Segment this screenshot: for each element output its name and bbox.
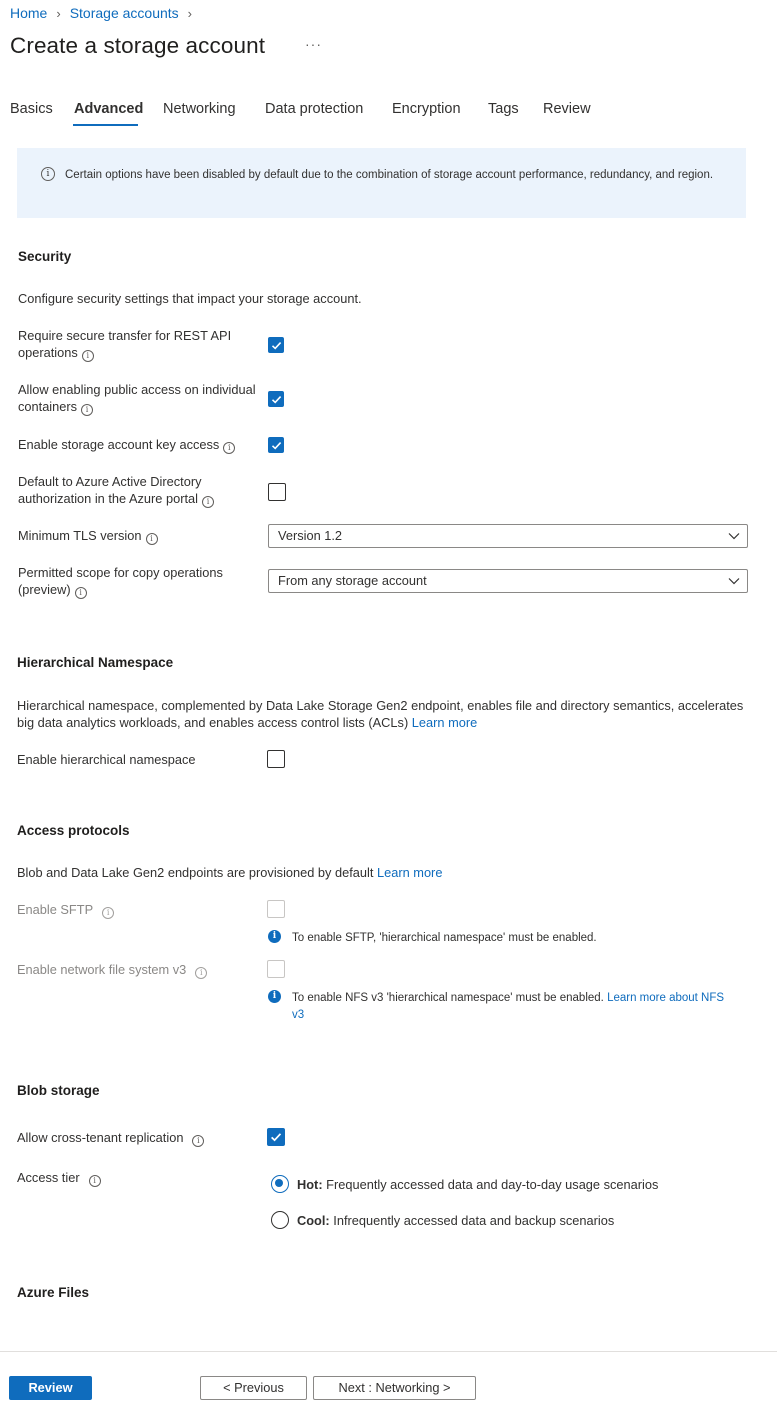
secure-transfer-checkbox[interactable]: [268, 337, 284, 353]
access-protocols-description-text: Blob and Data Lake Gen2 endpoints are provisioned by default: [17, 865, 374, 880]
secure-transfer-label-line1: Require secure transfer for REST API: [18, 328, 232, 343]
info-filled-icon: i: [268, 990, 281, 1003]
hns-enable-label: Enable hierarchical namespace: [17, 752, 196, 767]
access-tier-cool-radio[interactable]: [271, 1211, 289, 1229]
aad-default-label-line1: Default to Azure Active Directory: [18, 474, 202, 489]
info-banner: [17, 148, 746, 218]
tab-encryption[interactable]: Encryption: [392, 101, 461, 117]
cool-description: Infrequently accessed data and backup scenarios: [333, 1213, 615, 1228]
nfs-label-text: Enable network file system v3: [17, 962, 187, 977]
key-access-label-text: Enable storage account key access: [18, 437, 220, 452]
nfs-learn-more-link-v3[interactable]: v3: [292, 1008, 305, 1021]
cool-title: Cool:: [297, 1213, 330, 1228]
access-tier-hot-label[interactable]: [297, 1176, 658, 1193]
access-tier-cool-label[interactable]: [297, 1212, 614, 1229]
tls-version-value: Version 1.2: [278, 528, 343, 543]
info-icon[interactable]: i: [102, 907, 114, 919]
hns-enable-checkbox[interactable]: [267, 750, 285, 768]
info-icon[interactable]: i: [81, 404, 93, 416]
copy-scope-label-line2: (preview): [18, 582, 71, 597]
sftp-label-text: Enable SFTP: [17, 902, 94, 917]
info-icon[interactable]: i: [223, 442, 235, 454]
checkmark-icon: [271, 394, 282, 405]
hns-description: [17, 697, 747, 731]
tab-tags[interactable]: Tags: [488, 101, 519, 117]
cross-tenant-label-text: Allow cross-tenant replication: [17, 1130, 184, 1145]
info-filled-icon: i: [268, 930, 281, 943]
aad-default-checkbox[interactable]: [268, 483, 286, 501]
info-icon[interactable]: i: [192, 1135, 204, 1147]
hns-learn-more-link[interactable]: Learn more: [411, 715, 478, 730]
page-title: Create a storage account: [10, 33, 266, 58]
aad-default-label: [18, 473, 268, 508]
breadcrumb: [10, 5, 201, 21]
sftp-note: To enable SFTP, 'hierarchical namespace' must be enabled.: [292, 932, 597, 944]
more-options-icon[interactable]: ···: [305, 36, 322, 52]
review-button[interactable]: Review: [9, 1376, 92, 1400]
previous-button[interactable]: < Previous: [200, 1376, 307, 1400]
info-icon[interactable]: i: [89, 1175, 101, 1187]
tab-data-protection[interactable]: Data protection: [265, 101, 364, 117]
tab-advanced[interactable]: Advanced: [74, 101, 144, 117]
copy-scope-dropdown[interactable]: [268, 569, 748, 593]
checkmark-icon: [271, 440, 282, 451]
tab-basics[interactable]: Basics: [10, 101, 53, 117]
chevron-down-icon: [728, 532, 740, 540]
cross-tenant-label: [17, 1129, 204, 1147]
nfs-label: [17, 961, 207, 979]
info-icon: i: [41, 167, 55, 181]
access-protocols-heading: Access protocols: [17, 823, 130, 838]
next-networking-button[interactable]: Next : Networking >: [313, 1376, 476, 1400]
access-tier-hot-radio[interactable]: [271, 1175, 289, 1193]
cross-tenant-checkbox[interactable]: [267, 1128, 285, 1146]
secure-transfer-label: [18, 327, 258, 362]
hns-heading: Hierarchical Namespace: [17, 655, 174, 670]
footer-divider: [0, 1351, 777, 1352]
access-protocols-learn-more-link[interactable]: Learn more: [377, 865, 443, 880]
tls-label-text: Minimum TLS version: [18, 528, 142, 543]
nfs-note-text: To enable NFS v3 'hierarchical namespace' must be enabled.: [292, 992, 604, 1004]
public-access-label-line1: Allow enabling public access on individual: [18, 382, 256, 397]
tls-version-dropdown[interactable]: [268, 524, 748, 548]
azure-files-heading: Azure Files: [17, 1285, 90, 1300]
info-icon[interactable]: i: [75, 587, 87, 599]
info-banner-text: Certain options have been disabled by default due to the combination of storage account performance, redundancy, and region.: [65, 169, 714, 181]
chevron-down-icon: [728, 577, 740, 585]
tls-label: [18, 527, 158, 545]
info-icon[interactable]: i: [82, 350, 94, 362]
breadcrumb-storage-accounts-link[interactable]: Storage accounts: [69, 5, 179, 21]
blob-storage-heading: Blob storage: [17, 1083, 100, 1098]
hns-description-text: Hierarchical namespace, complemented by Data Lake Storage Gen2 endpoint, enables file and directory semantics, accelerates big data analytics workloads, and enables access control lists (ACLs): [17, 698, 744, 730]
nfs-checkbox[interactable]: [267, 960, 285, 978]
access-protocols-description: [17, 864, 442, 881]
key-access-checkbox[interactable]: [268, 437, 284, 453]
checkmark-icon: [270, 1131, 282, 1143]
tab-networking[interactable]: Networking: [163, 101, 236, 117]
copy-scope-value: From any storage account: [278, 573, 427, 588]
checkmark-icon: [271, 340, 282, 351]
nfs-note: [292, 990, 742, 1023]
public-access-label: [18, 381, 268, 416]
tab-bar: [0, 100, 777, 130]
aad-default-label-line2: authorization in the Azure portal: [18, 491, 198, 506]
active-tab-underline: [73, 124, 138, 126]
key-access-label: [18, 436, 235, 454]
security-description: Configure security settings that impact your storage account.: [18, 291, 362, 306]
secure-transfer-label-line2: operations: [18, 345, 78, 360]
sftp-label: [17, 901, 114, 919]
hot-description: Frequently accessed data and day-to-day usage scenarios: [326, 1177, 659, 1192]
info-icon[interactable]: i: [202, 496, 214, 508]
public-access-checkbox[interactable]: [268, 391, 284, 407]
info-icon[interactable]: i: [195, 967, 207, 979]
tab-review[interactable]: Review: [543, 101, 591, 117]
access-tier-label: [17, 1169, 101, 1187]
access-tier-label-text: Access tier: [17, 1170, 80, 1185]
info-icon[interactable]: i: [146, 533, 158, 545]
public-access-label-line2: containers: [18, 399, 78, 414]
breadcrumb-home-link[interactable]: Home: [10, 5, 48, 21]
sftp-checkbox[interactable]: [267, 900, 285, 918]
chevron-right-icon: ›: [56, 5, 61, 21]
security-heading: Security: [18, 249, 72, 264]
copy-scope-label: [18, 564, 258, 599]
hot-title: Hot:: [297, 1177, 323, 1192]
copy-scope-label-line1: Permitted scope for copy operations: [18, 565, 223, 580]
nfs-learn-more-link[interactable]: Learn more about NFS: [607, 992, 725, 1004]
chevron-right-icon: ›: [187, 5, 193, 21]
